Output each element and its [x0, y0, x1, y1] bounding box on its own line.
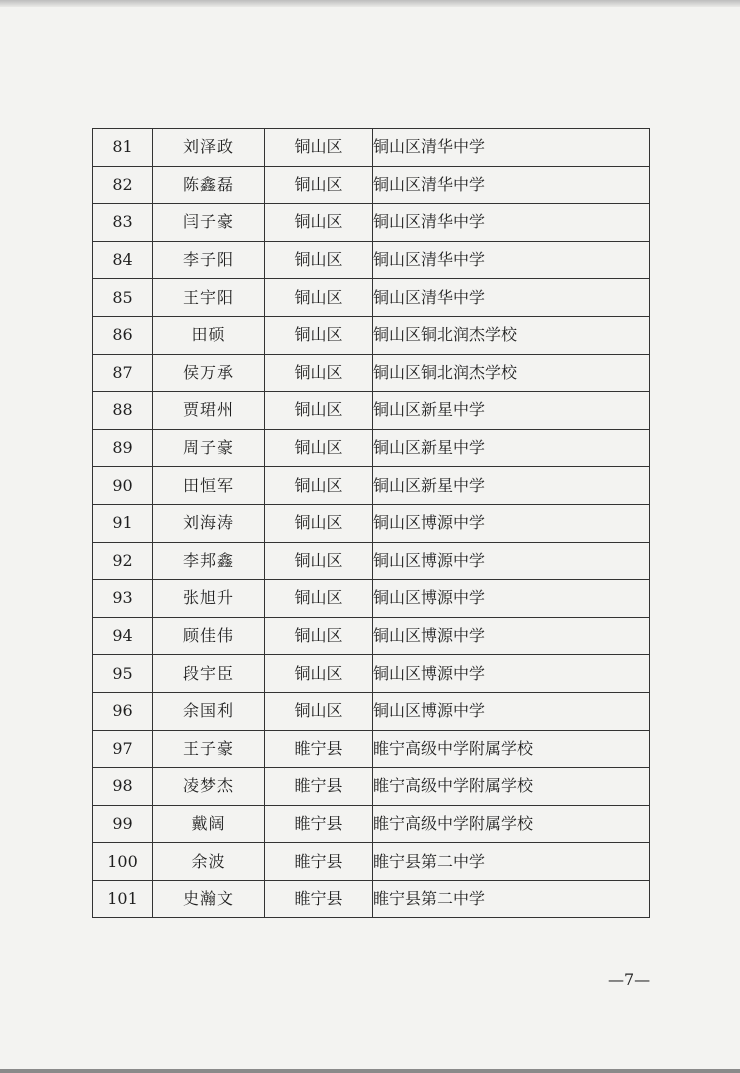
row-number-cell: 87 — [93, 354, 153, 392]
table-row — [93, 467, 650, 505]
district-cell: 铜山区 — [265, 392, 373, 430]
table-row — [93, 166, 650, 204]
student-name-cell: 顾佳伟 — [153, 617, 265, 655]
school-name-cell: 铜山区清华中学 — [373, 241, 650, 279]
student-name-cell: 王子豪 — [153, 730, 265, 768]
school-name-cell: 铜山区博源中学 — [373, 580, 650, 618]
district-cell: 睢宁县 — [265, 880, 373, 918]
row-number-cell: 99 — [93, 805, 153, 843]
table-row — [93, 504, 650, 542]
student-name-cell: 刘海涛 — [153, 504, 265, 542]
school-name-cell: 睢宁县第二中学 — [373, 880, 650, 918]
table-row — [93, 880, 650, 918]
district-cell: 铜山区 — [265, 129, 373, 167]
table-row — [93, 354, 650, 392]
student-name-cell: 李子阳 — [153, 241, 265, 279]
district-cell: 铜山区 — [265, 279, 373, 317]
school-name-cell: 铜山区博源中学 — [373, 504, 650, 542]
scan-bottom-edge — [0, 1069, 740, 1073]
district-cell: 铜山区 — [265, 204, 373, 242]
table-row — [93, 429, 650, 467]
district-cell: 铜山区 — [265, 316, 373, 354]
table-row — [93, 129, 650, 167]
table-row — [93, 204, 650, 242]
district-cell: 睢宁县 — [265, 843, 373, 881]
row-number-cell: 100 — [93, 843, 153, 881]
school-name-cell: 铜山区博源中学 — [373, 655, 650, 693]
row-number-cell: 90 — [93, 467, 153, 505]
district-cell: 睢宁县 — [265, 805, 373, 843]
student-name-cell: 田恒军 — [153, 467, 265, 505]
roster-body — [93, 129, 650, 918]
student-name-cell: 刘泽政 — [153, 129, 265, 167]
school-name-cell: 睢宁高级中学附属学校 — [373, 805, 650, 843]
table-row — [93, 542, 650, 580]
table-row — [93, 279, 650, 317]
table-row — [93, 580, 650, 618]
school-name-cell: 铜山区铜北润杰学校 — [373, 354, 650, 392]
row-number-cell: 89 — [93, 429, 153, 467]
school-name-cell: 铜山区铜北润杰学校 — [373, 316, 650, 354]
district-cell: 铜山区 — [265, 241, 373, 279]
district-cell: 铜山区 — [265, 692, 373, 730]
table-row — [93, 655, 650, 693]
district-cell: 睢宁县 — [265, 768, 373, 806]
student-name-cell: 周子豪 — [153, 429, 265, 467]
district-cell: 铜山区 — [265, 542, 373, 580]
student-name-cell: 侯万承 — [153, 354, 265, 392]
student-name-cell: 陈鑫磊 — [153, 166, 265, 204]
school-name-cell: 铜山区博源中学 — [373, 692, 650, 730]
student-name-cell: 贾珺州 — [153, 392, 265, 430]
row-number-cell: 97 — [93, 730, 153, 768]
student-name-cell: 张旭升 — [153, 580, 265, 618]
student-name-cell: 王宇阳 — [153, 279, 265, 317]
table-row — [93, 843, 650, 881]
row-number-cell: 84 — [93, 241, 153, 279]
row-number-cell: 85 — [93, 279, 153, 317]
table-row — [93, 805, 650, 843]
row-number-cell: 98 — [93, 768, 153, 806]
district-cell: 铜山区 — [265, 467, 373, 505]
page-number: —7— — [608, 970, 651, 989]
row-number-cell: 95 — [93, 655, 153, 693]
row-number-cell: 96 — [93, 692, 153, 730]
scan-top-shadow — [0, 0, 740, 7]
student-name-cell: 余国利 — [153, 692, 265, 730]
row-number-cell: 81 — [93, 129, 153, 167]
row-number-cell: 82 — [93, 166, 153, 204]
district-cell: 铜山区 — [265, 580, 373, 618]
school-name-cell: 铜山区新星中学 — [373, 429, 650, 467]
row-number-cell: 93 — [93, 580, 153, 618]
district-cell: 铜山区 — [265, 354, 373, 392]
table-row — [93, 316, 650, 354]
student-name-cell: 李邦鑫 — [153, 542, 265, 580]
row-number-cell: 91 — [93, 504, 153, 542]
student-name-cell: 闫子豪 — [153, 204, 265, 242]
school-name-cell: 铜山区清华中学 — [373, 204, 650, 242]
table-row — [93, 241, 650, 279]
school-name-cell: 睢宁高级中学附属学校 — [373, 768, 650, 806]
table-row — [93, 730, 650, 768]
table-row — [93, 692, 650, 730]
school-name-cell: 睢宁县第二中学 — [373, 843, 650, 881]
school-name-cell: 铜山区清华中学 — [373, 129, 650, 167]
district-cell: 铜山区 — [265, 504, 373, 542]
row-number-cell: 94 — [93, 617, 153, 655]
district-cell: 铜山区 — [265, 166, 373, 204]
table-row — [93, 768, 650, 806]
district-cell: 铜山区 — [265, 617, 373, 655]
school-name-cell: 铜山区新星中学 — [373, 467, 650, 505]
school-name-cell: 睢宁高级中学附属学校 — [373, 730, 650, 768]
school-name-cell: 铜山区博源中学 — [373, 617, 650, 655]
student-name-cell: 史瀚文 — [153, 880, 265, 918]
table-row — [93, 617, 650, 655]
district-cell: 睢宁县 — [265, 730, 373, 768]
school-name-cell: 铜山区新星中学 — [373, 392, 650, 430]
row-number-cell: 88 — [93, 392, 153, 430]
student-name-cell: 余波 — [153, 843, 265, 881]
student-name-cell: 戴阔 — [153, 805, 265, 843]
school-name-cell: 铜山区清华中学 — [373, 166, 650, 204]
roster-table — [92, 128, 650, 918]
district-cell: 铜山区 — [265, 429, 373, 467]
student-name-cell: 段宇臣 — [153, 655, 265, 693]
row-number-cell: 86 — [93, 316, 153, 354]
table-row — [93, 392, 650, 430]
district-cell: 铜山区 — [265, 655, 373, 693]
school-name-cell: 铜山区清华中学 — [373, 279, 650, 317]
school-name-cell: 铜山区博源中学 — [373, 542, 650, 580]
row-number-cell: 92 — [93, 542, 153, 580]
student-name-cell: 田硕 — [153, 316, 265, 354]
row-number-cell: 101 — [93, 880, 153, 918]
student-name-cell: 凌梦杰 — [153, 768, 265, 806]
row-number-cell: 83 — [93, 204, 153, 242]
